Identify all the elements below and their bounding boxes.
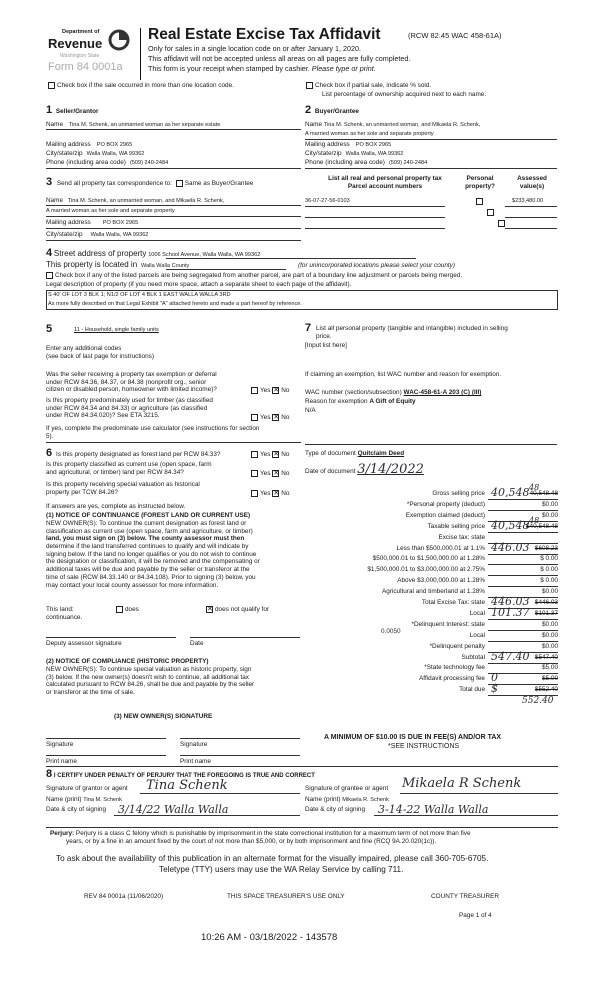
notice1-l4: signing below. If the land no longer qualifies or you do not wish to continue <box>46 550 257 558</box>
sec6-q3-yes: Yes <box>260 490 271 498</box>
sec6-q1-no: No <box>281 451 290 459</box>
location-num: 4 <box>46 247 53 259</box>
sec6-q1: Is this property designated as forest land per RCW 84.33? <box>56 451 221 458</box>
notice1-l0: NEW OWNER(S): To continue the current designation as forest land or <box>46 520 247 527</box>
tax-row-value: $5.00 <box>542 675 558 683</box>
doc-type-row <box>305 450 404 458</box>
sec6-ans: If answers are yes, complete as instructed below. <box>46 503 186 510</box>
seller-phone-row <box>46 159 168 167</box>
grantee-name-value[interactable]: Mikaela R. Schenk <box>342 797 389 803</box>
perjury-label: Perjury: <box>50 830 75 837</box>
street-label: Street address of property <box>53 249 147 258</box>
sec5-q2-yes-box[interactable] <box>251 414 258 421</box>
tax-row-label: *State technology fee <box>424 664 485 672</box>
uninc-note: (for unincorporated locations please select your county) <box>298 262 456 269</box>
tax-row-label: Exemption claimed (deduct) <box>405 511 485 519</box>
sec5-q2-no: No <box>281 414 290 422</box>
sec5-q3a: If yes, complete the predominate use calculator (see instructions for section <box>46 425 260 432</box>
reason-label: Reason for exemption <box>305 398 368 405</box>
tax-row-value: $5.00 <box>542 664 558 672</box>
parcels-h1: List all real and personal property tax <box>328 175 442 182</box>
treasurer-space: THIS SPACE TREASURER'S USE ONLY <box>227 893 345 900</box>
tax-row-value: $ 0.00 <box>540 555 558 563</box>
parcel-1-personal-checkbox[interactable] <box>476 198 483 205</box>
tax-row-handwritten[interactable]: 446.03 <box>491 595 530 608</box>
tax-row-handwritten-cents: 48 <box>529 483 540 492</box>
notice2-l2: calculated pursuant to RCW 84.26, shall be due and payable by the seller <box>46 681 255 689</box>
tax-row-label: Taxable selling price <box>427 522 485 530</box>
sec7-text <box>316 325 558 340</box>
sec8-num: 8 <box>46 768 53 780</box>
this-land-label: This land: <box>46 606 74 613</box>
tax-row-label: Total Excise Tax: state <box>421 599 485 606</box>
buyer-name-row <box>305 121 480 129</box>
seller-mail-value[interactable]: PO BOX 2965 <box>96 142 133 148</box>
notice1-l1: classification as current use (open space, farm and agriculture, or timber) <box>46 527 253 535</box>
sec5-q3b: 5). <box>46 432 54 440</box>
notice2-l0: NEW OWNER(S): To continue special valuation as historic property, sign <box>46 666 252 673</box>
does-label: does <box>125 606 139 614</box>
sec6-q2-no: No <box>281 470 290 478</box>
seller-section <box>46 104 301 117</box>
tax-row-label: Agricultural and timberland at 1.28% <box>381 588 485 596</box>
buyer-name-value[interactable]: Tina M. Schenk, an unmarried woman, and Mikaela R. Schenk, <box>323 122 481 128</box>
reason-value[interactable]: A Gift of Equity <box>369 398 416 405</box>
sec6-q3 <box>46 481 200 496</box>
parcels-header <box>310 175 460 190</box>
same-as-buyer-label: Same as Buyer/Grantee <box>184 180 254 187</box>
notice2-body <box>46 666 304 697</box>
tax-row-label: *Delinquent Interest: state <box>411 620 485 628</box>
notice1-l7: time of sale (RCW 84.33.140 or 84.34.108). Prior to signing (3) below, you <box>46 573 256 581</box>
corr-city-value[interactable]: Walla Walla, WA 99362 <box>90 232 149 238</box>
tax-row <box>305 501 558 511</box>
partial-sale-checkbox[interactable] <box>306 82 313 89</box>
notice1-l5: the designation or classification, it will be removed and the compensating or <box>46 558 260 566</box>
tax-row-value: $0.00 <box>542 511 558 519</box>
buyer-phone-label: Phone (including area code) <box>305 159 385 166</box>
tax-row-value: $ 0.00 <box>540 577 558 585</box>
doc-type-value[interactable]: Quitclaim Deed <box>357 450 405 457</box>
pct-list-note: List percentage of ownership acquired next to each name. <box>322 91 487 98</box>
sec6-q1-answers <box>251 451 289 459</box>
tax-row-handwritten[interactable]: $ <box>491 682 498 696</box>
form-number: Form 84 0001a <box>48 61 123 73</box>
legal-line-2[interactable]: As more fully described on that Legal Exhibit "A" attached hereto and made a part hereof by reference. <box>48 301 302 307</box>
sec5-q1-yes-box[interactable] <box>251 387 258 394</box>
county-value[interactable]: Walla Walla County <box>140 263 190 269</box>
sec6-q2a: Is this property classified as current use (open space, farm <box>46 461 212 468</box>
seller-phone-label: Phone (including area code) <box>46 159 126 166</box>
parcels-h2: Parcel account numbers <box>347 182 423 190</box>
sec6-q2b: and agricultural, or timber) land per RCW 84.34? <box>46 468 184 476</box>
tax-row <box>305 682 558 696</box>
county-treasurer: COUNTY TREASURER <box>431 893 499 900</box>
alt-format-2: Teletype (TTY) users may use the WA Relay Service by calling 711. <box>159 865 404 874</box>
street-value[interactable]: 1006 School Avenue, Walla Walla, WA 99362 <box>148 252 261 258</box>
tax-row <box>305 483 558 500</box>
seller-num: 1 <box>46 104 53 116</box>
sec6-q2-no-box[interactable] <box>272 470 279 477</box>
parcel-number[interactable]: 36-07-27-56-0103 <box>305 198 350 204</box>
tax-row-label: $500,000.01 to $1,500,000.00 at 1.28% <box>372 555 485 563</box>
sec6-q1-yes: Yes <box>260 451 271 459</box>
sec6-q2 <box>46 461 212 476</box>
seller-name-label: Name <box>46 121 64 128</box>
corr-label: Send all property tax correspondence to: <box>56 180 173 187</box>
corr-city-row <box>46 231 148 239</box>
tax-row-value: $446.03 <box>534 599 558 606</box>
sec5-enter: Enter any additional codes <box>46 345 122 352</box>
personal-header <box>463 175 497 190</box>
grantee-date-label: Date & city of signing <box>305 806 366 813</box>
sec6-q3-no-box[interactable] <box>272 490 279 497</box>
logo-dept: Department of <box>62 29 100 35</box>
doc-date-label: Date of document <box>305 468 356 475</box>
does-option <box>116 606 139 614</box>
tax-row-value: $0.00 <box>542 642 558 650</box>
sec6-q3-yes-box[interactable] <box>251 490 258 497</box>
na-value: N/A <box>305 407 316 414</box>
tax-row-label: Local <box>469 609 485 617</box>
sec7-l2: price. <box>316 332 332 340</box>
buyer-city-value[interactable]: Walla Walla, WA 99362 <box>345 151 404 157</box>
buyer-name-2[interactable]: A married woman as her sole and separate property <box>305 131 434 137</box>
tax-row <box>305 566 558 576</box>
corr-name-value[interactable]: Tina M. Schenk, an unmarried woman, and Mikaela R. Schenk, <box>67 198 225 204</box>
grantor-signature[interactable]: Tina Schenk <box>146 778 228 793</box>
deputy-sig-label: Deputy assessor signature <box>46 640 122 647</box>
sec6-q1-yes-box[interactable] <box>251 451 258 458</box>
sec6-q1-no-box[interactable] <box>272 451 279 458</box>
form-rcw: (RCW 82.45 WAC 458-61A) <box>408 31 502 40</box>
sec7-input[interactable]: [Input list here] <box>305 342 347 349</box>
receipt-stamp: 10:26 AM - 03/18/2022 - 143578 <box>201 932 338 943</box>
grantee-name-row <box>305 796 389 804</box>
buyer-name-label: Name <box>305 121 323 128</box>
assessed-header <box>506 175 558 190</box>
tax-row <box>305 540 558 555</box>
personal-h2: property? <box>465 182 495 190</box>
tax-row-handwritten[interactable]: 446.03 <box>491 540 530 554</box>
grantor-name-value[interactable]: Tina M. Schenk <box>83 797 122 803</box>
sec5-q1 <box>46 371 246 394</box>
sec6-q2-yes: Yes <box>260 470 271 478</box>
notice1-l6: additional taxes will be due and payable by the seller or transferor at the <box>46 566 250 574</box>
legal-label: Legal description of property (if you need more space, attach a separate sheet to each page of the affidavit). <box>46 281 352 288</box>
rev-code: REV 84 0001a (11/06/2020) <box>84 893 164 900</box>
assessed-h1: Assessed <box>517 175 547 182</box>
owner-sig-2: Signature <box>180 741 208 748</box>
sec5-q2b: under RCW 84.34 and 84.33) or agriculture (as classified <box>46 404 208 412</box>
notice2-l3: or transferor at the time of sale. <box>46 689 135 697</box>
tax-row-label: $1,500,000.01 to $3,000,000.00 at 2.75% <box>367 566 485 574</box>
sec6-q2-yes-box[interactable] <box>251 470 258 477</box>
sec5-q1-no: No <box>281 387 290 395</box>
sec6-q3a: Is this property receiving special valuation as historical <box>46 481 200 488</box>
partial-sale-check[interactable] <box>306 82 431 90</box>
corr-city-label: City/state/zip <box>46 231 83 238</box>
notice1-body <box>46 520 304 589</box>
logo-state: Washington State <box>60 53 100 59</box>
seller-city-label: City/state/zip <box>46 150 83 157</box>
vertical-divider <box>140 28 141 80</box>
buyer-phone-value[interactable]: (509) 240-2484 <box>388 160 428 166</box>
alt-format-1: To ask about the availability of this publication in an alternate format for the visually impaired, please call 360-705-6705. <box>56 854 489 863</box>
correspondence-row <box>46 176 253 189</box>
seller-city-value[interactable]: Walla Walla, WA 99362 <box>86 151 145 157</box>
sec5-q1-yes: Yes <box>260 387 271 395</box>
sec5-q1-no-box[interactable] <box>272 387 279 394</box>
tax-row-label: Less than $500,000.01 at 1.1% <box>396 544 485 552</box>
doc-date-row <box>305 462 424 478</box>
wac-label: WAC number (section/subsection) <box>305 389 402 396</box>
parcel-value[interactable]: $233,480.00 <box>512 198 544 204</box>
owner-print-2: Print name <box>180 758 211 765</box>
tax-row <box>305 577 558 587</box>
buyer-mail-row <box>305 141 391 149</box>
corr-mail-row <box>46 219 138 227</box>
tax-row <box>305 632 558 642</box>
parcel-2-personal-checkbox[interactable] <box>487 209 494 216</box>
buyer-mail-value[interactable]: PO BOX 2965 <box>355 142 392 148</box>
perjury-line-1 <box>50 830 558 838</box>
sec5-q2 <box>46 397 246 420</box>
tax-row-value: 40,548.48 <box>529 490 558 497</box>
tax-row-label: Subtotal <box>461 653 485 661</box>
notice3-heading: (3) NEW OWNER(S) SIGNATURE <box>114 713 213 720</box>
seller-phone-value[interactable]: (509) 240-2484 <box>129 160 169 166</box>
grantor-date-value[interactable]: 3/14/22 Walla Walla <box>118 803 229 816</box>
located-label: This property is located in <box>46 260 138 269</box>
grantee-name-label: Name (print) <box>305 796 341 803</box>
tax-row-handwritten[interactable]: 101.37 <box>491 605 530 619</box>
header-line-3 <box>148 65 376 74</box>
corr-mail-value[interactable]: PO BOX 2965 <box>102 220 139 226</box>
deputy-date-label: Date <box>190 640 204 647</box>
owner-sig-1: Signature <box>46 741 74 748</box>
tax-row-value: $0.00 <box>542 500 558 508</box>
tax-row <box>305 621 558 631</box>
seller-name-value[interactable]: Tina M. Schenk, an unmarried woman as her separate estate <box>68 122 221 128</box>
tax-row-value: $101.37 <box>534 609 558 617</box>
tax-row <box>305 555 558 565</box>
sec6-num: 6 <box>46 447 53 459</box>
sec5-q1a: Was the seller receiving a property tax exemption or deferral <box>46 371 217 378</box>
sec5-q1b: under RCW 84.36, 84.37, or 84.38 (nonprofit org., senior <box>46 378 207 386</box>
sec6-head <box>46 447 52 460</box>
header-line-2: This affidavit will not be accepted unless all areas on all pages are fully completed. <box>148 54 411 63</box>
notice2-l1: (3) below. If the new owner(s) doesn't wish to continue, all additional tax <box>46 673 249 681</box>
certify-text: I CERTIFY UNDER PENALTY OF PERJURY THAT THE FOREGOING IS TRUE AND CORRECT <box>53 773 315 779</box>
sec7-head <box>305 322 311 335</box>
tax-row-value: $608.23 <box>534 544 558 552</box>
sec5-see: (see back of last page for instructions) <box>46 353 154 360</box>
sec5-num: 5 <box>46 323 53 335</box>
personal-h1: Personal <box>466 175 494 182</box>
sec6-q2-answers <box>251 470 289 478</box>
page-number: Page 1 of 4 <box>459 912 492 919</box>
sec6-q3-answers <box>251 490 289 498</box>
wac-row <box>305 389 481 397</box>
tax-row-value: $0.00 <box>542 588 558 596</box>
corr-num: 3 <box>46 176 53 188</box>
corr-mail-label: Mailing address <box>46 219 91 226</box>
perjury-text: Perjury is a class C felony which is punishable by imprisonment in the state correctional institution for a maximum term of not more than five <box>74 830 471 837</box>
seller-city-row <box>46 150 144 158</box>
form-title: Real Estate Excise Tax Affidavit <box>148 26 381 43</box>
sec7-l1: List all personal property (tangible and intangible) included in selling <box>316 325 508 332</box>
grantee-date-value[interactable]: 3-14-22 Walla Walla <box>378 803 489 816</box>
legal-line-1[interactable]: S 40' OF LOT 3 BLK 1; N1/2 OF LOT 4 BLK 1 EAST WALLA WALLA 3RD <box>48 292 231 298</box>
sec5-q3 <box>46 425 301 440</box>
tax-row <box>305 649 558 664</box>
seller-name-row <box>46 121 299 129</box>
sec5-q2-no-box[interactable] <box>272 414 279 421</box>
parcel-3-personal-checkbox[interactable] <box>498 220 505 227</box>
tax-row <box>305 605 558 620</box>
multi-location-checkbox[interactable] <box>48 82 55 89</box>
total-due-hw[interactable]: 552.40 <box>522 696 554 706</box>
header-line-1: Only for sales in a single location code on or after January 1, 2020. <box>148 44 361 53</box>
perjury-line-2: years, or by a fine in an amount fixed by the court of not more than $5,000, or by both imprisonment and fine (RCQ 9A.20.020(1c)). <box>66 838 437 845</box>
tax-row-value: $ 0.00 <box>540 566 558 574</box>
grantee-signature[interactable]: Mikaela R Schenk <box>402 776 522 791</box>
sec5-q1-answers <box>251 387 289 395</box>
sec5-q2c: under RCW 84.34.020)? See ETA 3215. <box>46 412 160 420</box>
not-qualify-checkbox[interactable] <box>206 606 213 613</box>
segregation-label: Check box if any of the listed parcels are being segregated from another parcel, are part of a boundary line adjustment or parcels being merged. <box>55 272 463 280</box>
corr-name-2[interactable]: A married woman as her sole and separate property <box>46 208 175 214</box>
tax-row-label: Affidavit processing fee <box>419 675 485 683</box>
sec6-q3b: property per TCW 84.26? <box>46 488 118 496</box>
tax-row-label: Total due <box>459 686 485 694</box>
header-line-3a: This form is your receipt when stamped by cashier. <box>148 64 312 73</box>
header-line-3b: Please type or print. <box>311 64 376 73</box>
grantor-date-label: Date & city of signing <box>46 806 107 813</box>
buyer-mail-label: Mailing address <box>305 141 350 148</box>
tax-row-label: *Delinquent penalty <box>429 642 485 650</box>
logo-revenue: Revenue <box>48 36 103 51</box>
partial-sale-label: Check box if partial sale, indicate % sold. <box>315 82 432 90</box>
tax-row-handwritten[interactable]: 40,548 <box>491 486 530 499</box>
sec5-q2-answers <box>251 414 289 422</box>
not-qualify-label: does not qualify for <box>215 606 269 614</box>
grantor-name-row <box>46 796 122 804</box>
tax-row-handwritten[interactable]: 547.40 <box>491 649 530 663</box>
grantee-sig-label: Signature of grantee or agent <box>305 785 389 792</box>
sec5-head <box>46 323 52 336</box>
notice1-l2: land, you must sign on (3) below. The county assessor must then <box>46 535 245 543</box>
not-qualify-option <box>206 606 269 614</box>
tax-row <box>305 671 558 685</box>
tax-row <box>305 664 558 674</box>
assessed-h2: value(s) <box>519 182 545 190</box>
grantor-sig-label: Signature of grantor or agent <box>46 785 128 792</box>
tax-row-label: Gross selling price <box>432 490 485 497</box>
revenue-logo <box>48 27 134 79</box>
reason-row <box>305 398 416 406</box>
seller-mail-label: Mailing address <box>46 141 91 148</box>
sec5-code[interactable]: 11 - Household, single family units <box>74 327 159 333</box>
tax-local-rate: 0.0050 <box>381 628 401 635</box>
see-instructions: *SEE INSTRUCTIONS <box>388 743 460 750</box>
tax-row-value: $547.40 <box>534 653 558 661</box>
buyer-section <box>305 104 359 117</box>
corr-name-row <box>46 197 224 205</box>
sec7-claim: If claiming an exemption, list WAC number and reason for exemption. <box>305 371 502 378</box>
wac-value[interactable]: WAC-458-61-A 203 (C) (III) <box>403 389 482 396</box>
does-checkbox[interactable] <box>116 606 123 613</box>
doc-date-value[interactable]: 3/14/2022 <box>357 462 424 477</box>
sec7-num: 7 <box>305 322 312 334</box>
tax-row-value: $552.40 <box>534 686 558 694</box>
multi-location-check[interactable] <box>48 82 234 90</box>
logo-swirl-icon <box>108 29 130 51</box>
multi-location-label: Check box if the sale occurred in more than one location code. <box>57 82 234 90</box>
tax-row-handwritten[interactable]: 0 <box>491 671 498 685</box>
tax-row-value: $40,548.48 <box>526 522 558 530</box>
corr-name-label: Name <box>46 197 64 204</box>
sec5-q1c: citizen or disabled person, homeowner with limited income)? <box>46 386 217 394</box>
doc-type-label: Type of document <box>305 450 356 457</box>
notice1-l8: may contact your local county assessor for more information. <box>46 581 219 589</box>
segregation-row[interactable] <box>46 272 462 280</box>
tax-row-label: Local <box>469 631 485 639</box>
notice1-heading: (1) NOTICE OF CONTINUANCE (FOREST LAND OR CURRENT USE) <box>46 512 251 519</box>
tax-row-label: Above $3,000,000.00 at 1.28% <box>397 577 485 585</box>
tax-row-label: *Personal property (deduct) <box>406 500 485 508</box>
tax-row-value: $0.00 <box>542 631 558 639</box>
sec5-q2-yes: Yes <box>260 414 271 422</box>
same-as-buyer-checkbox[interactable] <box>176 180 183 187</box>
continuance-label: continuance. <box>46 614 83 621</box>
seller-mail-row <box>46 141 132 149</box>
segregation-checkbox[interactable] <box>46 272 53 279</box>
grantor-name-label: Name (print) <box>46 796 82 803</box>
tax-row-handwritten[interactable]: 40,548 <box>491 518 530 532</box>
seller-heading: Seller/Grantor <box>55 108 99 115</box>
buyer-phone-row <box>305 159 427 167</box>
tax-row-handwritten-cents: 48 <box>529 515 540 525</box>
sec5-q2a: Is this property predominately used for timber (as classified <box>46 397 213 404</box>
buyer-city-label: City/state/zip <box>305 150 342 157</box>
tax-row-label: Excise tax: state <box>438 533 485 541</box>
notice2-heading: (2) NOTICE OF COMPLIANCE (HISTORIC PROPERTY) <box>46 658 209 665</box>
minimum-note: A MINIMUM OF $10.00 IS DUE IN FEE(S) AND/OR TAX <box>324 734 502 741</box>
sec6-q3-no: No <box>281 490 290 498</box>
buyer-city-row <box>305 150 403 158</box>
notice1-l3: determine if the land transferred continues to qualify and will indicate by <box>46 543 249 551</box>
tax-row-value: $0.00 <box>542 620 558 628</box>
owner-print-1: Print name <box>46 758 77 765</box>
buyer-num: 2 <box>305 104 312 116</box>
buyer-heading: Buyer/Grantee <box>314 108 359 115</box>
